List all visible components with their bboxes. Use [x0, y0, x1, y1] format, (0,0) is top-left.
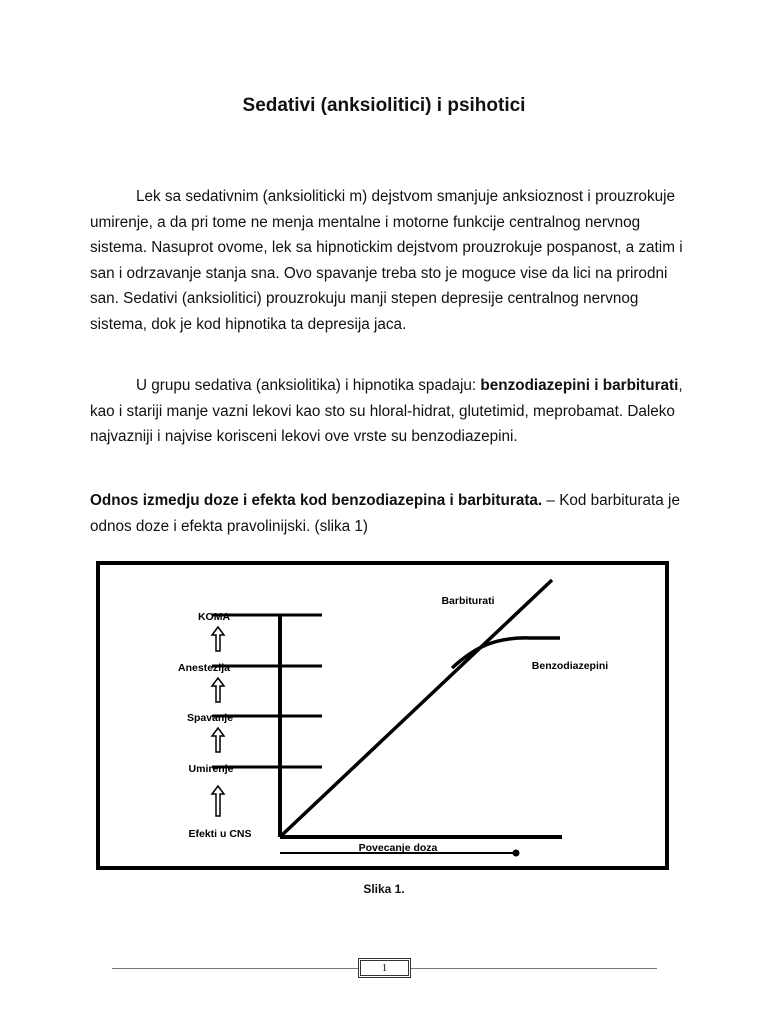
paragraph-groups-text-after: , kao i stariji manje vazni lekovi kao sto su hloral-hidrat, glutetimid, meprobamat. Daleko najvazniji i najvise korisceni lekovi ove vrste su benzodiazepini.: [90, 377, 683, 445]
x-axis-label: Povecanje doza: [358, 842, 438, 854]
figure-caption: Slika 1.: [363, 882, 405, 896]
level-label-anestezija: Anestezija: [178, 662, 230, 674]
barbiturati-line: [282, 580, 552, 835]
term-benzodiazepini: benzodiazepini: [480, 377, 591, 394]
paragraph-intro: [90, 184, 686, 337]
term-barbiturati: barbiturati: [602, 377, 679, 394]
document-title: Sedativi (anksiolitici) i psihotici: [242, 95, 526, 116]
dose-effect-figure: [96, 561, 669, 870]
term-conjunction: i: [590, 377, 603, 394]
dose-effect-heading: Odnos izmedju doze i efekta kod benzodiazepina i barbiturata.: [90, 492, 543, 509]
paragraph-groups-text-before: U grupu sedativa (anksiolitika) i hipnotika spadaju:: [136, 377, 481, 394]
paragraph-groups: [90, 373, 686, 450]
page-number: 1: [358, 958, 411, 978]
dose-arrow-head: [513, 850, 520, 857]
up-arrow-icon: [212, 728, 224, 752]
base-label-efekti: Efekti u CNS: [188, 828, 252, 840]
footer-rule-left: [112, 968, 358, 969]
up-arrow-icon: [212, 678, 224, 702]
footer-rule-right: [411, 968, 657, 969]
paragraph-dose-effect: [90, 488, 686, 539]
dose-effect-text: – Kod barbiturata je odnos doze i efekta pravolinijski. (slika 1): [90, 492, 680, 535]
level-label-spavanje: Spavanje: [186, 712, 234, 724]
barbiturati-label: Barbiturati: [441, 595, 495, 607]
up-arrow-icon: [212, 627, 224, 651]
level-label-umirenje: Umirenje: [188, 763, 234, 775]
benzodiazepini-label: Benzodiazepini: [531, 660, 609, 672]
level-label-koma: KOMA: [197, 611, 231, 623]
up-arrow-icon: [212, 786, 224, 816]
dose-effect-diagram: [100, 565, 665, 866]
paragraph-intro-text: Lek sa sedativnim (anksioliticki m) dejstvom smanjuje anksioznost i prouzrokuje umirenje, a da pri tome ne menja mentalne i motorne funkcije centralnog nervnog sistema. Nasuprot ovome, lek sa hipnotickim dejstvom prouzrokuje pospanost, a zatim i san i odrzavanje stanja sna. Ovo spavanje treba sto je moguce vise da lici na prirodni san. Sedativi (anksiolitici) prouzrokuju manji stepen depresije centralnog nervnog sistema, dok je kod hipnotika ta depresija jaca.: [90, 188, 683, 333]
